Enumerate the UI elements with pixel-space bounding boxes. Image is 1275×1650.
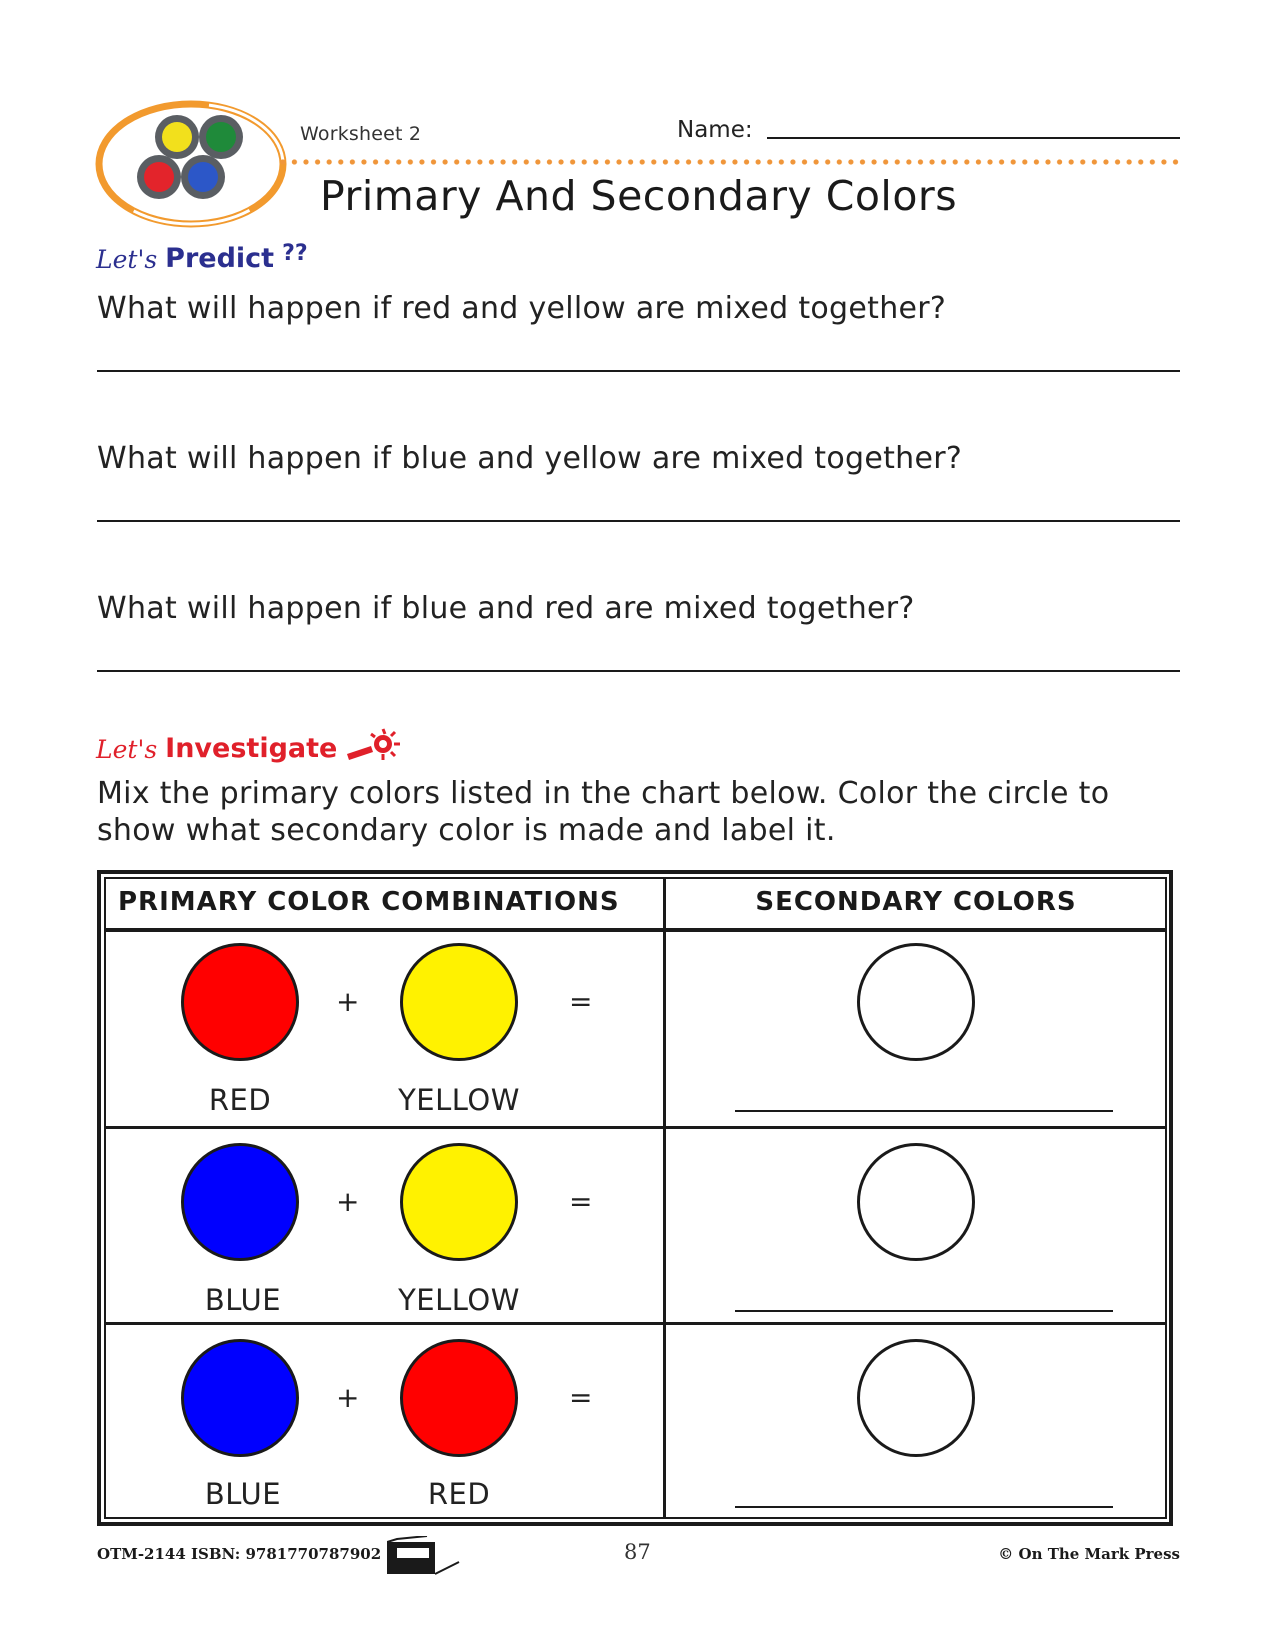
- equals-sign: =: [569, 1185, 593, 1218]
- page-title: Primary And Secondary Colors: [320, 172, 958, 220]
- secondary-label-line[interactable]: [735, 1506, 1113, 1508]
- worksheet-label: Worksheet 2: [300, 123, 422, 145]
- dotted-divider: [277, 158, 1182, 166]
- color-label: BLUE: [204, 1477, 282, 1511]
- equals-sign: =: [569, 985, 593, 1018]
- question-3: What will happen if blue and red are mixed together?: [97, 591, 915, 626]
- secondary-color-circle[interactable]: [857, 1339, 975, 1457]
- row-divider-1: [104, 1126, 1167, 1129]
- secondary-color-circle[interactable]: [857, 1143, 975, 1261]
- instructions: Mix the primary colors listed in the chart below. Color the circle to show what secondary color is made and label it.: [97, 776, 1110, 848]
- magnifier-splat-icon: [345, 728, 403, 764]
- investigate-word: Investigate: [165, 733, 338, 764]
- name-label: Name:: [677, 117, 753, 143]
- secondary-label-line[interactable]: [735, 1110, 1113, 1112]
- color-label: YELLOW: [398, 1083, 520, 1117]
- answer-line-2[interactable]: [97, 520, 1180, 522]
- blue-circle: [181, 1339, 299, 1457]
- header-primary-combinations: PRIMARY COLOR COMBINATIONS: [118, 887, 620, 917]
- investigate-heading: [96, 728, 403, 764]
- equals-sign: =: [569, 1381, 593, 1414]
- color-label: RED: [427, 1477, 491, 1511]
- blue-circle: [181, 1143, 299, 1261]
- yellow-circle: [400, 943, 518, 1061]
- secondary-label-line[interactable]: [735, 1310, 1113, 1312]
- predict-lets: Let's: [96, 245, 158, 274]
- plus-sign: +: [336, 1185, 360, 1218]
- plus-sign: +: [336, 985, 360, 1018]
- paint-pots-logo: [95, 98, 287, 230]
- investigate-lets: Let's: [96, 735, 158, 764]
- footer-isbn: OTM-2144 ISBN: 9781770787902: [97, 1545, 382, 1563]
- answer-line-1[interactable]: [97, 370, 1180, 372]
- answer-line-3[interactable]: [97, 670, 1180, 672]
- footer-copyright: © On The Mark Press: [998, 1545, 1180, 1563]
- yellow-circle: [400, 1143, 518, 1261]
- predict-word: Predict: [165, 243, 275, 274]
- color-label: BLUE: [204, 1283, 282, 1317]
- header-divider: [104, 928, 1167, 932]
- question-marks-icon: ??: [282, 241, 308, 266]
- photocopier-icon: [387, 1536, 462, 1576]
- color-label: RED: [208, 1083, 272, 1117]
- name-field[interactable]: [767, 137, 1180, 139]
- red-circle: [400, 1339, 518, 1457]
- page-number: 87: [624, 1540, 651, 1564]
- row-divider-2: [104, 1322, 1167, 1325]
- question-1: What will happen if red and yellow are mixed together?: [97, 291, 947, 326]
- predict-heading: [96, 243, 308, 274]
- question-2: What will happen if blue and yellow are mixed together?: [97, 441, 963, 476]
- column-divider: [663, 877, 666, 1519]
- plus-sign: +: [336, 1381, 360, 1414]
- secondary-color-circle[interactable]: [857, 943, 975, 1061]
- header-secondary-colors: SECONDARY COLORS: [755, 887, 1077, 917]
- color-label: YELLOW: [398, 1283, 520, 1317]
- red-circle: [181, 943, 299, 1061]
